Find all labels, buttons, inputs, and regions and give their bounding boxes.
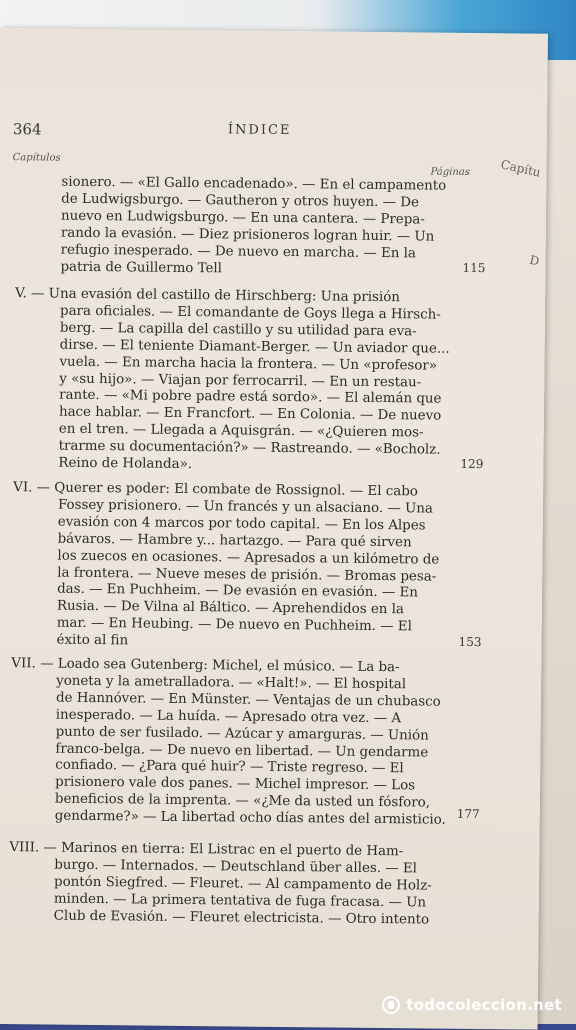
entry-line: Reino de Holanda». <box>58 455 193 473</box>
entry-line: hace hablar. — En Francfort. — En Colonia. — De nuevo <box>58 404 442 424</box>
margin-fragment-capitu: Capítu <box>499 157 542 180</box>
entry-line: nuevo en Ludwigsburgo. — En una cantera. — Prepa- <box>60 208 425 228</box>
entry-line: confiado. — ¿Para qué huir? — Triste regreso. — El <box>55 758 404 777</box>
entry-page-number: 129 <box>460 456 484 472</box>
entry-page-number: 153 <box>458 634 482 650</box>
entry-line: trarme su documentación?» — Rastreando. — «Bocholz. <box>58 438 441 458</box>
entry-line: minden. — La primera tentativa de fuga fracasa. — Un <box>53 891 427 911</box>
entry-line: en el tren. — Llegada a Aquisgrán. — «¿Quieren mos- <box>58 421 424 441</box>
watermark-logo-icon <box>382 996 400 1014</box>
entry-line: V. — Una evasión del castillo de Hirschberg: Una prisión <box>15 286 401 306</box>
entry-line: VII. — Loado sea Gutenberg: Michel, el músico. — La ba- <box>11 656 400 676</box>
entry-chapter-viii <box>9 840 470 929</box>
page-title: ÍNDICE <box>227 122 292 139</box>
entry-line: vuela. — En marcha hacia la frontera. — Un «profesor» <box>59 354 438 374</box>
book-page <box>0 28 548 1030</box>
page-number: 364 <box>12 120 42 139</box>
entry-line: inesperado. — La huída. — Apresado otra vez. — A <box>55 707 402 726</box>
watermark-text: todocoleccion.net <box>406 996 562 1014</box>
entry-line: de Ludwigsburgo. — Gautheron y otros huyen. — De <box>61 191 420 211</box>
entry-chapter-vi <box>11 480 473 654</box>
entry-line: berg. — La capilla del castillo y su utilidad para eva- <box>59 320 417 340</box>
entry-chapter-v <box>13 286 475 477</box>
entry-line: prisionero vale dos panes. — Michel impresor. — Los <box>55 774 416 794</box>
entry-line: bávaros. — Hambre y... hartazgo. — Para qué sirven <box>57 531 412 551</box>
entry-line: Club de Evasión. — Fleuret electricista. — Otro intento <box>53 908 430 928</box>
entry-line: Rusia. — De Vilna al Báltico. — Aprehendidos en la <box>56 598 405 618</box>
entry-line: rando la evasión. — Diez prisioneros logran huir. — Un <box>60 225 435 245</box>
entry-line: pontón Siegfred. — Fleuret. — Al campamento de Holz- <box>53 874 432 894</box>
entry-line: franco-belga. — De nuevo en libertad. — Un gendarme <box>55 741 429 761</box>
capitulos-label: Capítulos <box>12 152 61 164</box>
entry-continuation <box>15 174 476 280</box>
entry-line: la frontera. — Nueve meses de prisión. — Bromas pesa- <box>57 565 437 585</box>
paginas-label: Páginas <box>430 166 470 178</box>
watermark <box>382 996 562 1014</box>
entry-line: beneficios de la imprenta. — «¿Me da usted un fósforo, <box>54 791 431 811</box>
page-header <box>12 120 493 139</box>
entry-page-number: 177 <box>456 806 480 822</box>
entry-line: VI. — Querer es poder: El combate de Rossignol. — El cabo <box>13 480 418 500</box>
entry-line: rante. — «Mi pobre padre está sordo». — El alemán que <box>59 388 442 408</box>
entry-line: das. — En Puchheim. — De evasión en evasión. — En <box>57 582 419 601</box>
entry-line: VIII. — Marinos en tierra: El Listrac en el puerto de Ham- <box>9 840 404 860</box>
entry-line: los zuecos en ocasiones. — Apresados a un kilómetro de <box>57 548 440 568</box>
entry-line: y «su hijo». — Viajan por ferrocarril. — En un restau- <box>59 371 422 390</box>
entry-line: gendarme?» — La libertad ocho días antes del armisticio. <box>54 808 446 828</box>
entry-line: patria de Guillermo Tell <box>60 259 223 276</box>
entry-line: de Hannóver. — En Münster. — Ventajas de un chubasco <box>55 690 441 710</box>
entry-line: mar. — En Heubing. — De nuevo en Puchheim. — El <box>56 615 412 635</box>
entry-line: Fossey prisionero. — Un francés y un alsaciano. — Una <box>57 497 433 517</box>
entry-chapter-vii <box>10 656 472 830</box>
entry-line: evasión con 4 marcos por todo capital. — En los Alpes <box>57 514 426 534</box>
entry-line: dirse. — El teniente Diamant-Berger. — Un aviador que... <box>59 337 450 357</box>
entry-page-number: 115 <box>462 260 486 276</box>
entry-line: para oficiales. — El comandante de Goys llega a Hirsch- <box>59 303 441 323</box>
entry-line: burgo. — Internados. — Deutschland über alles. — El <box>54 857 418 877</box>
entry-line: yoneta y la ametralladora. — «Halt!». — El hospital <box>56 673 407 693</box>
entry-line: refugio inesperado. — De nuevo en marcha. — En la <box>60 242 417 261</box>
entry-line: punto de ser fusilado. — Azúcar y amarguras. — Unión <box>55 724 429 744</box>
entry-line: sionero. — «El Gallo encadenado». — En el campamento <box>61 174 447 194</box>
margin-fragment-d: D <box>528 252 542 269</box>
entry-line: éxito al fin <box>56 632 129 649</box>
